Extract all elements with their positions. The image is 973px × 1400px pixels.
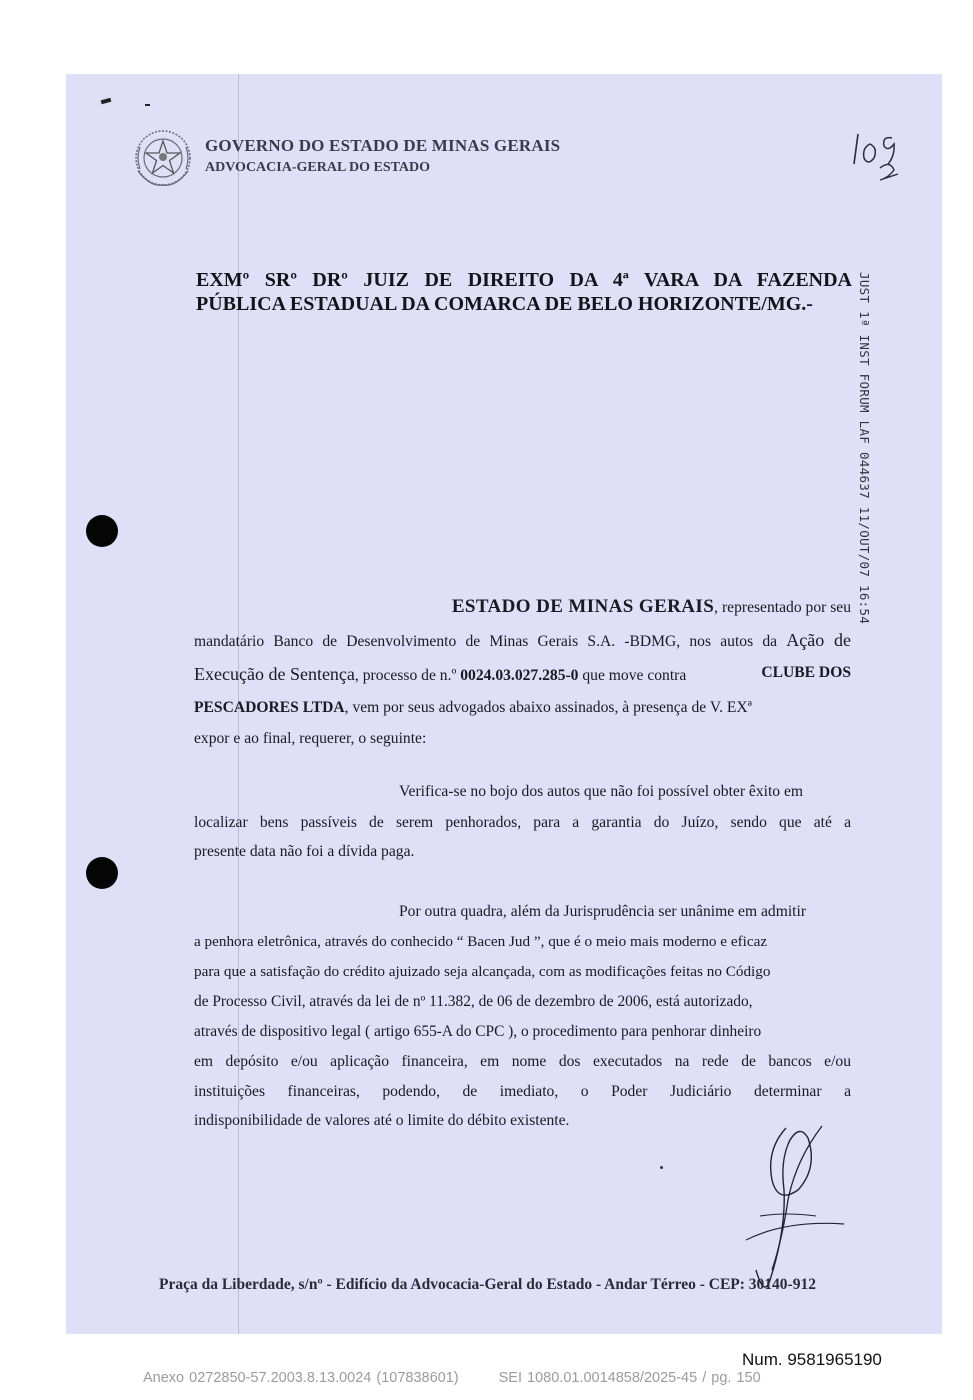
counsel-text: , vem por seus advogados abaixo assinados, à presença de V. EXª [344, 699, 752, 716]
action-type-part-2: Execução de Sentença [194, 664, 355, 684]
paragraph-2-line: Verifica-se no bojo dos autos que não foi possível obter êxito em [399, 783, 804, 800]
paragraph-1-line-5 [194, 730, 851, 748]
paragraph-3-line: a penhora eletrônica, através do conhecido “ Bacen Jud ”, que é o meio mais moderno e eficaz [194, 933, 768, 950]
ink-dot [660, 1166, 663, 1169]
handwritten-page-number-drawing [850, 122, 910, 184]
government-name: GOVERNO DO ESTADO DE MINAS GERAIS [205, 136, 561, 155]
paragraph-1-line-1 [194, 596, 851, 618]
action-type-part-1: Ação de [786, 630, 852, 650]
sei-page-reference: SEI 1080.01.0014858/2025-45 / pg. 150 [498, 1370, 761, 1386]
against-text: que move contra [578, 667, 687, 684]
paragraph-1-line-4 [194, 699, 851, 717]
paragraph-2-line: localizar bens passíveis de serem penhorados, para a garantia do Juízo, sendo que até a [194, 814, 851, 831]
document-number: Num. 9581965190 [742, 1350, 882, 1369]
request-intro: expor e ao final, requerer, o seguinte: [194, 730, 427, 747]
defendant-name-part-2: PESCADORES LTDA [194, 699, 345, 716]
state-coat-of-arms-icon [130, 127, 196, 189]
plaintiff-name: ESTADO DE MINAS GERAIS [451, 596, 715, 617]
court-protocol-stamp: JUST 1ª INST FORUM LAF 044637 11/OUT/07 16:54 [857, 272, 872, 625]
paragraph-3-line: de Processo Civil, através da lei de nº 11.382, de 06 de dezembro de 2006, está autorizado, [194, 993, 753, 1010]
footer-address: Praça da Liberdade, s/nº - Edifício da Advocacia-Geral do Estado - Andar Térreo - CEP: 30140-912 [159, 1276, 816, 1293]
sei-footer [143, 1370, 761, 1386]
agent-text: mandatário Banco de Desenvolvimento de Minas Gerais S.A. -BDMG, nos autos da [194, 633, 778, 650]
addressee-line-1: EXMº SRº DRº JUIZ DE DIREITO DA 4ª VARA DA FAZENDA [196, 269, 852, 291]
paragraph-3-line: Por outra quadra, além da Jurisprudência ser unânime em admitir [399, 903, 807, 920]
scan-speck [145, 104, 150, 106]
punch-hole [86, 857, 118, 889]
process-label: , processo de n.º [354, 667, 461, 684]
paragraph-3-line: indisponibilidade de valores até o limite do débito existente. [194, 1112, 570, 1129]
paragraph-3-line: em depósito e/ou aplicação financeira, em nome dos executados na rede de bancos e/ou [194, 1053, 851, 1070]
paragraph-1-line-2 [194, 630, 851, 651]
paragraph-3-line: instituições financeiras, podendo, de imediato, o Poder Judiciário determinar a [194, 1083, 851, 1100]
paragraph-2-line: presente data não foi a dívida paga. [194, 843, 415, 860]
addressee-heading [196, 268, 852, 316]
paragraph-1-line-3 [194, 664, 851, 685]
agency-name: ADVOCACIA-GERAL DO ESTADO [205, 160, 431, 175]
process-number: 0024.03.027.285-0 [460, 667, 579, 684]
handwritten-page-number [850, 122, 910, 184]
plaintiff-representation: , representado por seu [714, 599, 851, 616]
annex-reference: Anexo 0272850-57.2003.8.13.0024 (107838601) [143, 1370, 459, 1386]
addressee-line-2: PÚBLICA ESTADUAL DA COMARCA DE BELO HORIZONTE/MG.- [196, 293, 813, 315]
paragraph-3-line: para que a satisfação do crédito ajuizado seja alcançada, com as modificações feitas no Código [194, 963, 771, 980]
defendant-name-part-1: CLUBE DOS [761, 664, 851, 681]
punch-hole [86, 515, 118, 547]
paragraph-3-line: através de dispositivo legal ( artigo 655-A do CPC ), o procedimento para penhorar dinheiro [194, 1023, 762, 1040]
